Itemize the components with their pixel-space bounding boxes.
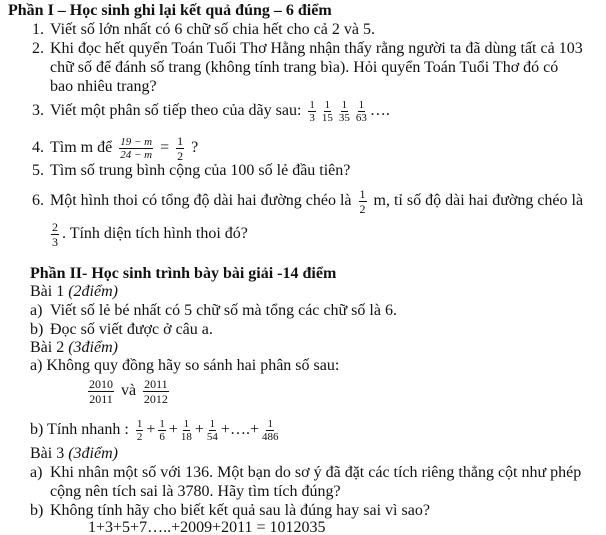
fraction: $\frac{2011}{2012}$ (143, 377, 168, 406)
question-6-line2: $\frac{2}{3}$ . Tính diện tích hình thoi đó? (52, 220, 248, 249)
fraction: $\frac{1}{2}$ (359, 187, 366, 216)
question-4: 4. Tìm m để $\frac{19 - m}{24 - m}$ = $\frac{1}{2}$ ? (32, 134, 199, 163)
bai2-b: b) Tính nhanh : $\frac{1}{2}$ + $\frac{1}{6}$ + $\frac{1}{18}$ + $\frac{1}{54}$ +….+ $\frac{1}{486}$ (30, 418, 279, 443)
question-2: 2. Khi đọc hết quyển Toán Tuổi Thơ Hằng nhận thấy rằng người ta đã dùng tất cả 103 (32, 40, 583, 57)
fraction: $\frac{1}{35}$ (338, 99, 350, 124)
question-6: 6. Một hình thoi có tổng độ dài hai đường chéo là $\frac{1}{2}$ m, tỉ số độ dài hai đường chéo là (32, 187, 584, 216)
fraction: $\frac{1}{3}$ (309, 99, 315, 124)
fraction: $\frac{19 - m}{24 - m}$ (120, 136, 153, 161)
bai2-fractions: $\frac{2010}{2011}$ và $\frac{2011}{2012}$ (89, 377, 168, 406)
fraction: $\frac{1}{2}$ (177, 134, 184, 163)
fraction: $\frac{2010}{2011}$ (89, 377, 113, 406)
bai3-a-line2: cộng nên tích sai là 3780. Hãy tìm tích đúng? (50, 483, 341, 500)
fraction: $\frac{1}{6}$ (159, 418, 165, 443)
question-2-line2: chữ số để đánh số trang (không tính trang bìa). Hỏi quyển Toán Tuổi Thơ đó có (50, 59, 559, 76)
question-2-line3: bao nhiêu trang? (50, 78, 157, 95)
part2-title: Phần II- Học sinh trình bày bài giải -14 điểm (30, 265, 337, 282)
question-3: 3. Viết một phân số tiếp theo của dãy sau: $\frac{1}{3}$ $\frac{1}{15}$ $\frac{1}{35}$ $\frac{1}{63}$ …. (32, 99, 390, 124)
bai2-heading: Bài 2 (3điểm) (30, 339, 118, 356)
part1-title: Phần I – Học sinh ghi lại kết quả đúng – 6 điểm (8, 2, 332, 19)
fraction: $\frac{1}{63}$ (355, 99, 367, 124)
fraction: $\frac{1}{15}$ (321, 99, 333, 124)
bai3-a: a) Khi nhân một số với 136. Một bạn do sơ ý đã đặt các tích riêng thẳng cột như phép (30, 464, 582, 481)
bai1-a: a) Viết số lẻ bé nhất có 5 chữ số mà tổng các chữ số là 6. (30, 302, 397, 319)
bai1-heading: Bài 1 (2điểm) (30, 283, 118, 300)
fraction: $\frac{1}{486}$ (261, 418, 279, 443)
fraction: $\frac{2}{3}$ (52, 220, 58, 249)
question-5: 5. Tìm số trung bình cộng của 100 số lẻ đầu tiên? (32, 162, 351, 179)
fraction: $\frac{1}{54}$ (206, 418, 218, 443)
fraction: $\frac{1}{18}$ (180, 418, 192, 443)
bai2-a: a) Không quy đồng hãy so sánh hai phân số sau: (30, 357, 340, 374)
fraction: $\frac{1}{2}$ (136, 418, 143, 443)
question-1: 1. Viết số lớn nhất có 6 chữ số chia hết cho cả 2 và 5. (32, 21, 375, 38)
bai1-b: b) Đọc số viết được ở câu a. (30, 321, 213, 338)
bai3-heading: Bài 3 (3điểm) (30, 445, 118, 462)
bai3-b: b) Không tính hãy cho biết kết quả sau là đúng hay sai vì sao? (30, 502, 430, 519)
bai3-formula: 1+3+5+7…..+2009+2011 = 1012035 (88, 519, 326, 535)
